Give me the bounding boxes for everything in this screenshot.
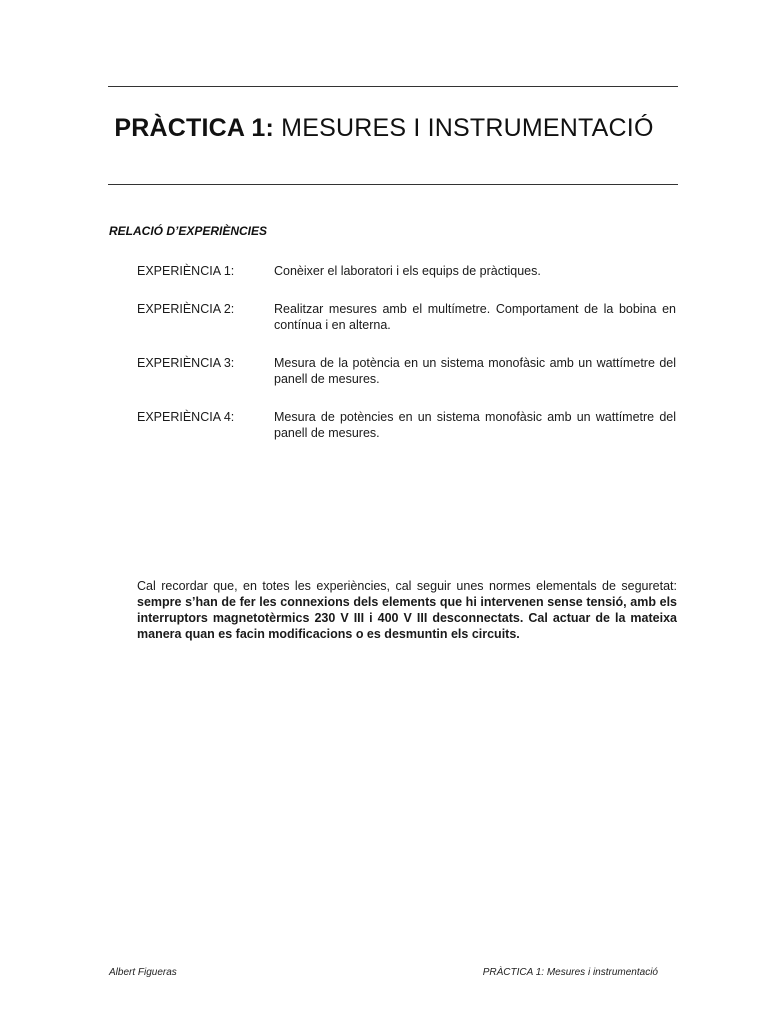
footer-running-title: PRÀCTICA 1: Mesures i instrumentació bbox=[482, 967, 658, 978]
experience-item-4 bbox=[137, 409, 677, 441]
experience-label: EXPERIÈNCIA 1: bbox=[137, 264, 235, 278]
footer-author: Albert Figueras bbox=[109, 967, 177, 978]
section-heading: RELACIÓ D’EXPERIÈNCIES bbox=[109, 224, 268, 238]
safety-note-emphasis: sempre s’han de fer les connexions dels elements que hi intervenen sense tensió, amb els interruptors magnetotèrmics 230 V III i 400 V III desconnectats. Cal actuar de la mateixa manera quan es facin modificacions o es desmuntin els circuits. bbox=[137, 595, 677, 641]
experience-label: EXPERIÈNCIA 2: bbox=[137, 302, 235, 316]
experience-description: Realitzar mesures amb el multímetre. Comportament de la bobina en contínua i en alterna. bbox=[274, 302, 676, 332]
experience-item-3 bbox=[137, 355, 677, 387]
header-bottom-rule bbox=[108, 184, 678, 185]
experience-description: Conèixer el laboratori i els equips de pràctiques. bbox=[274, 264, 541, 278]
page-title-bold: PRÀCTICA 1: bbox=[114, 114, 275, 142]
safety-note bbox=[137, 578, 677, 642]
page-title bbox=[0, 114, 768, 143]
experience-item-1 bbox=[137, 263, 677, 279]
experience-label: EXPERIÈNCIA 4: bbox=[137, 410, 235, 424]
experience-description: Mesura de potències en un sistema monofàsic amb un wattímetre del panell de mesures. bbox=[274, 410, 676, 440]
experience-description: Mesura de la potència en un sistema monofàsic amb un wattímetre del panell de mesures. bbox=[274, 356, 676, 386]
experience-item-2 bbox=[137, 301, 677, 333]
safety-note-intro: Cal recordar que, en totes les experiències, cal seguir unes normes elementals de seguretat: bbox=[137, 579, 677, 593]
header-top-rule bbox=[108, 86, 678, 87]
page-title-rest: MESURES I INSTRUMENTACIÓ bbox=[274, 114, 654, 142]
experience-label: EXPERIÈNCIA 3: bbox=[137, 356, 235, 370]
